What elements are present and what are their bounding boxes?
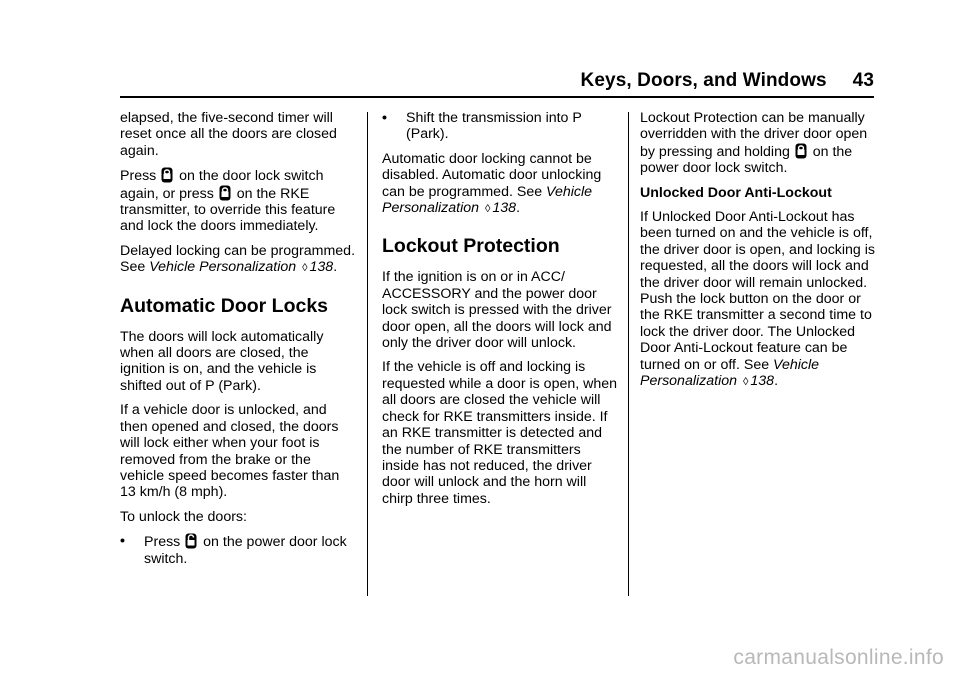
cross-reference[interactable]: Vehicle Personalization [640,356,820,390]
column-divider [628,112,629,596]
unlock-icon [185,533,197,549]
page-number: 43 [852,70,874,91]
text-run: If Unlocked Door Anti-Lockout has been turned on and the vehicle is off, the driver door is open, and locking is requested, all the doors will lock and the driver door will remain unlocked. Push the lock button on the door or the RKE transmitter a second time to lock the driver door. The Unlocked Door Anti-Lockout feature can be turned on or off. See [640,209,876,373]
text-run: Lockout Protection can be manually overridden with the driver door open by pressing and holding [640,110,868,160]
paragraph [120,167,356,235]
column-divider [367,112,368,596]
text-run: . [333,259,338,276]
lock-icon [219,185,231,201]
column-1 [120,110,356,575]
text-run: Shift the transmission into P (Park). [406,110,582,143]
list-item [382,110,618,143]
watermark: carmanualsonline.info [733,646,944,669]
reference-arrow-icon: ◊ [484,203,491,216]
subheading: Unlocked Door Anti-Lockout [640,184,832,201]
paragraph: If a vehicle door is unlocked, and then opened and closed, the doors will lock either when your foot is removed from the brake or the vehicle speed becomes faster than 13 km/h (8 mph). [120,402,340,501]
column-3 [640,110,880,399]
text-run: Automatic door locking cannot be disabled. Automatic door unlocking can be programmed. See [382,150,602,200]
lock-icon [161,167,173,183]
paragraph: elapsed, the five-second timer will reset once all the doors are closed again. [120,110,337,159]
column-2 [382,110,618,515]
section-title: Keys, Doors, and Windows [580,70,827,91]
text-run: on the power door lock switch. [640,143,853,177]
header-rule [120,96,874,98]
paragraph [382,151,618,218]
reference-arrow-icon: ◊ [742,376,749,389]
list-item [120,533,356,567]
text-run: . [516,200,521,217]
text-run: Press [144,534,185,551]
text-run: . [774,373,779,390]
paragraph: If the ignition is on or in ACC/ ACCESSORY and the power door lock switch is pressed with the driver door open, all the doors will lock and only the driver door will unlock. [382,269,612,352]
paragraph: The doors will lock automatically when all doors are closed, the ignition is on, and the vehicle is shifted out of P (Park). [120,328,324,394]
section-heading: Automatic Door Locks [120,294,329,317]
paragraph: To unlock the doors: [120,508,247,525]
paragraph [640,209,880,390]
text-run: on the door lock switch again, or press [120,168,324,202]
paragraph [640,110,880,177]
lock-icon [795,143,807,159]
text-run: on the power door lock switch. [144,534,347,567]
text-run: Delayed locking can be programmed. See [120,242,356,276]
bullet-icon: • [120,533,125,550]
reference-page[interactable]: 138 [492,200,517,217]
page-header [581,70,874,92]
paragraph: If the vehicle is off and locking is requested while a door is open, when all doors are closed the vehicle will check for RKE transmitters inside. If an RKE transmitter is detected and the number of RKE transmitters inside has not reduced, the driver door will unlock and the horn will chirp three times. [382,359,618,507]
text-run: on the RKE transmitter, to override this feature and lock the doors immediately. [120,185,336,235]
reference-page[interactable]: 138 [750,373,775,390]
section-heading: Lockout Protection [382,235,560,258]
reference-arrow-icon: ◊ [302,262,308,275]
cross-reference[interactable]: Vehicle Personalization [149,259,297,276]
paragraph [120,243,356,277]
bullet-icon: • [382,110,387,126]
reference-page[interactable]: 138 [309,259,334,276]
text-run: Press [120,168,161,185]
cross-reference[interactable]: Vehicle Personalization [382,183,593,217]
